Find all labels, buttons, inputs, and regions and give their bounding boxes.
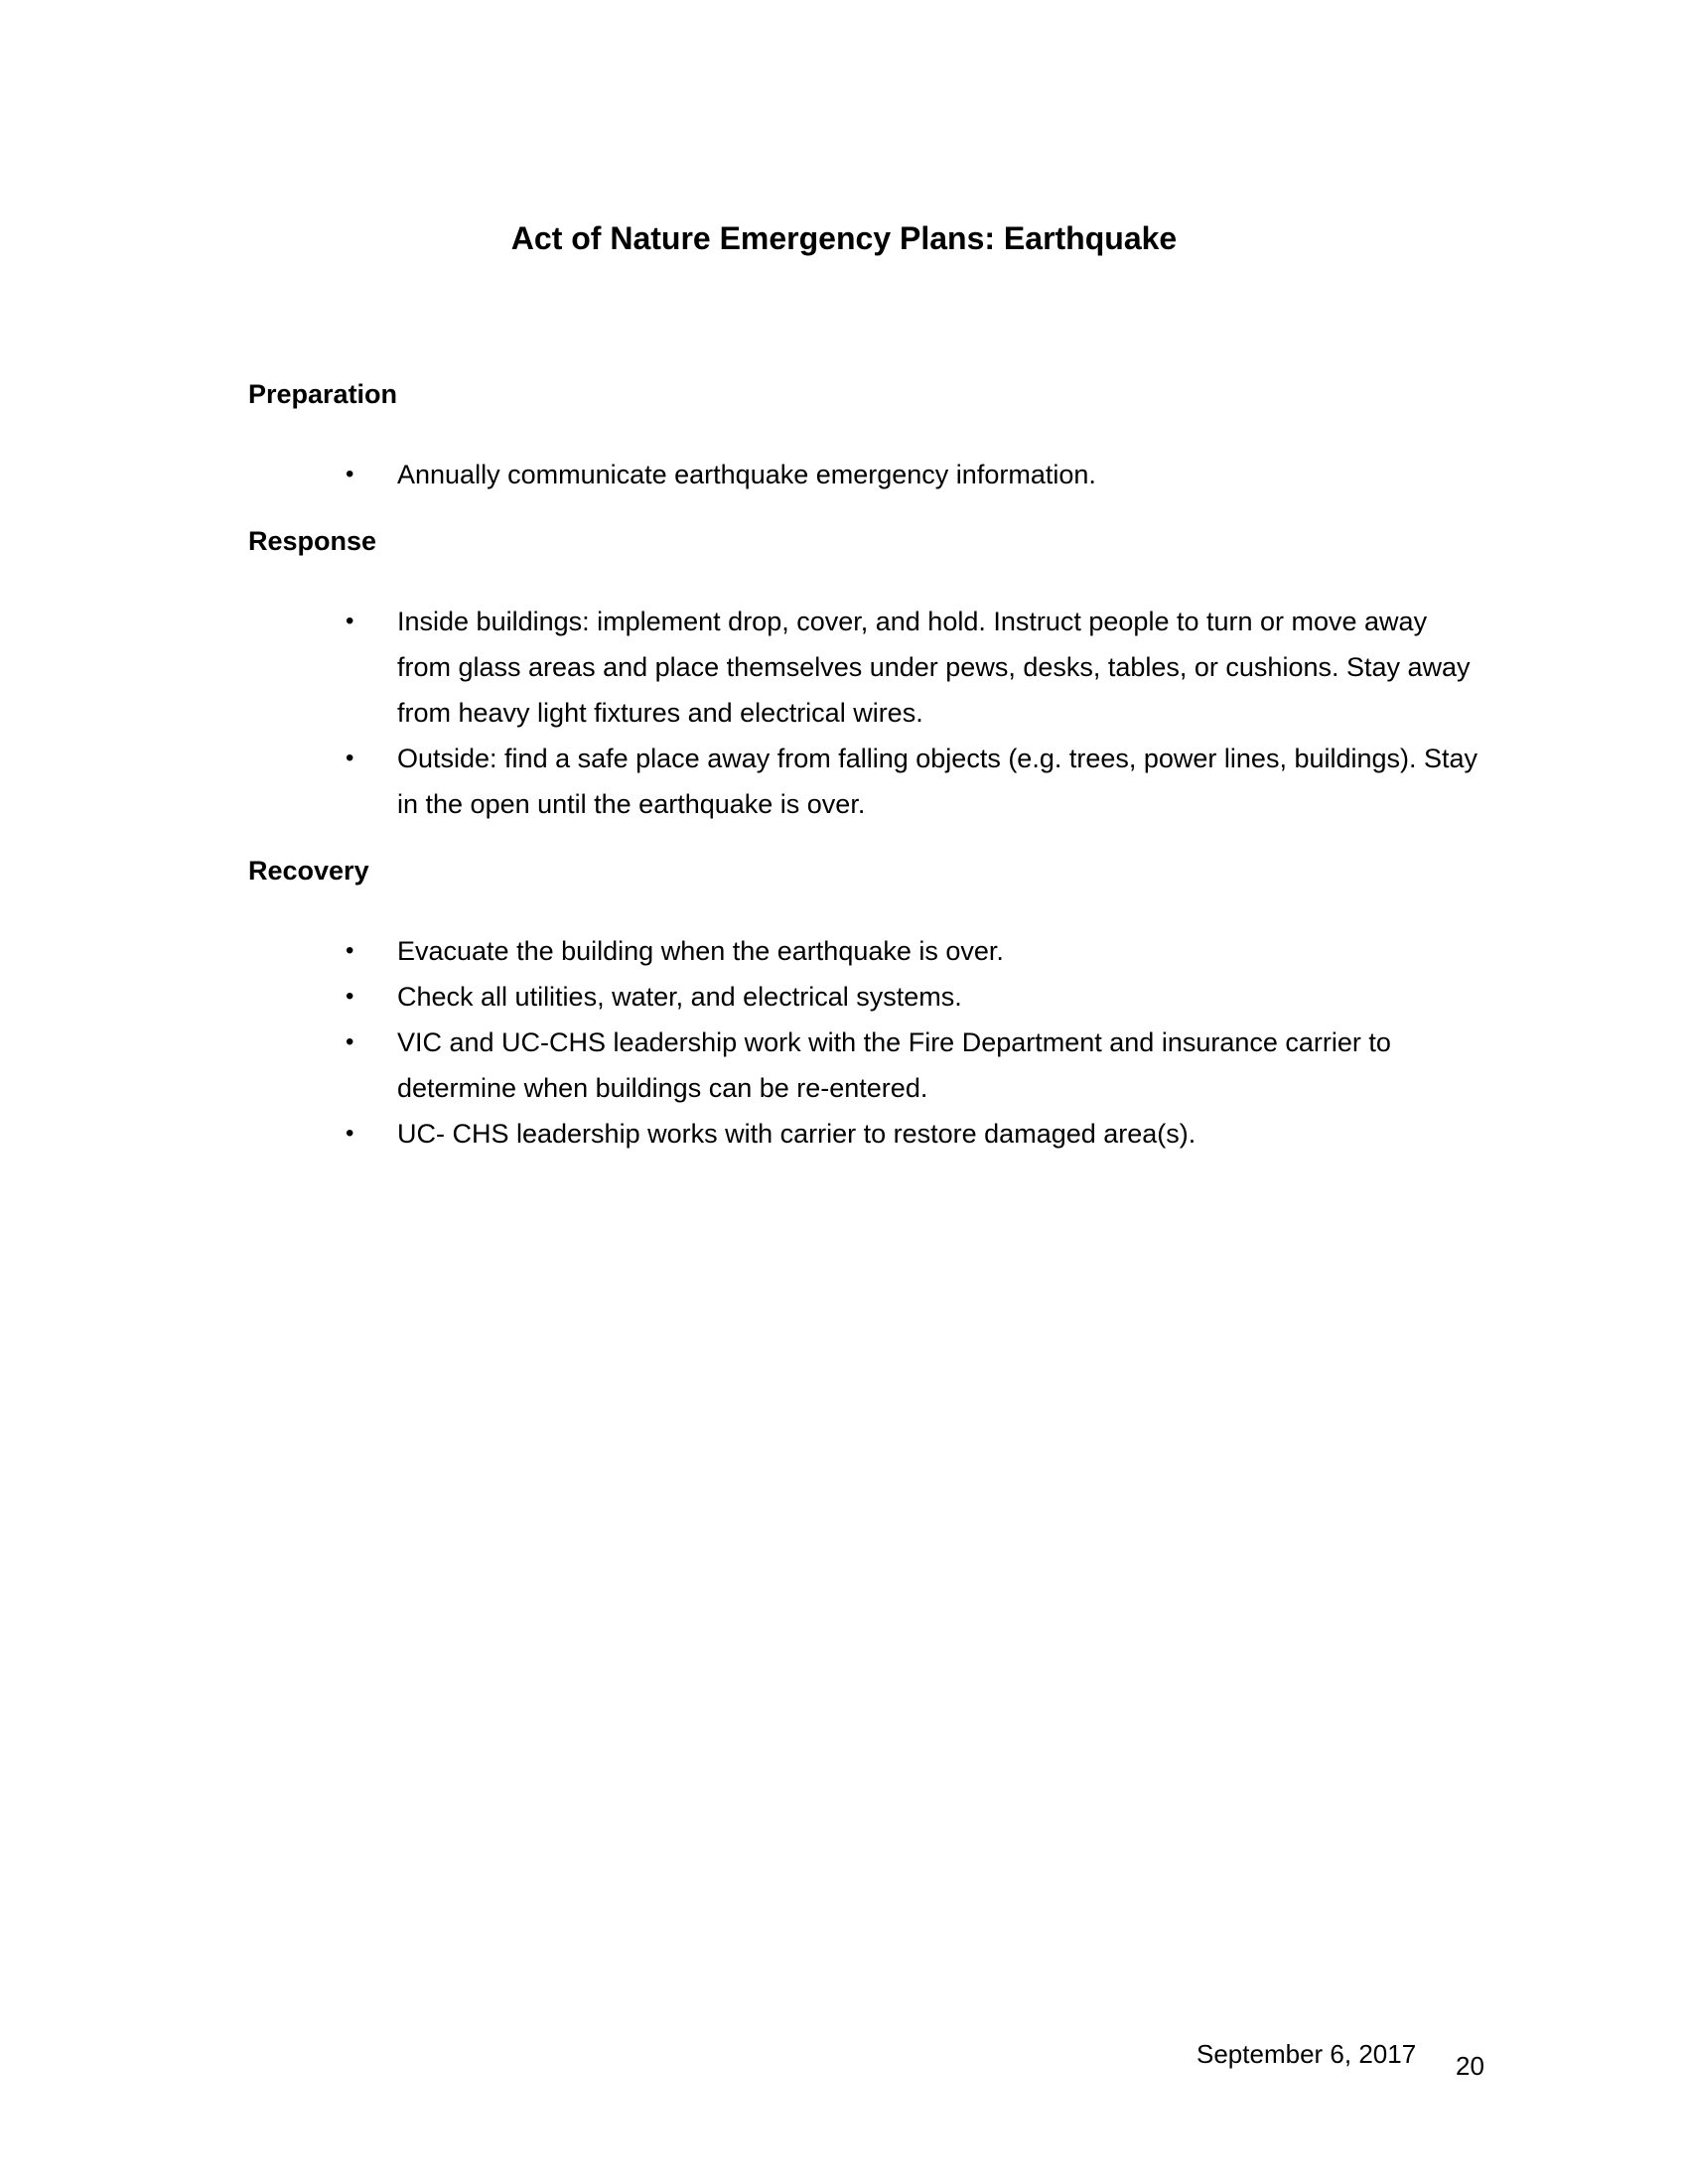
recovery-list: [346, 928, 1487, 1157]
list-item-text: Annually communicate earthquake emergency information.: [397, 460, 1096, 489]
list-item: [346, 928, 1487, 974]
list-item-text: Inside buildings: implement drop, cover, and hold. Instruct people to turn or move away from glass areas and place themselves under pews, desks, tables, or cushions. Stay away from heavy light fixtures and electrical wires.: [397, 607, 1471, 728]
list-item-text: VIC and UC-CHS leadership work with the Fire Department and insurance carrier to determine when buildings can be re-entered.: [397, 1027, 1391, 1103]
bullet-icon: •: [346, 745, 354, 771]
bullet-icon: •: [346, 1028, 354, 1055]
bullet-icon: •: [346, 1120, 354, 1147]
list-item: [346, 599, 1487, 736]
section-heading-preparation: Preparation: [248, 379, 398, 409]
list-item-text: Evacuate the building when the earthquake is over.: [397, 936, 1004, 966]
list-item-text: Check all utilities, water, and electrical systems.: [397, 982, 962, 1012]
list-item: [346, 736, 1487, 827]
page-title: Act of Nature Emergency Plans: Earthquake: [510, 220, 1178, 256]
section-heading-recovery: Recovery: [248, 856, 369, 886]
list-item: [346, 452, 1487, 497]
list-item: [346, 1020, 1487, 1111]
list-item-text: Outside: find a safe place away from falling objects (e.g. trees, power lines, buildings). Stay in the open until the earthquake is over.: [397, 744, 1478, 819]
list-item: [346, 974, 1487, 1020]
bullet-icon: •: [346, 608, 354, 634]
list-item-text: UC- CHS leadership works with carrier to restore damaged area(s).: [397, 1119, 1196, 1149]
preparation-list: [346, 452, 1487, 497]
bullet-icon: •: [346, 937, 354, 964]
bullet-icon: •: [346, 983, 354, 1010]
list-item: [346, 1111, 1487, 1157]
footer-date: September 6, 2017: [1196, 2039, 1417, 2069]
section-heading-response: Response: [248, 526, 377, 556]
bullet-icon: •: [346, 461, 354, 487]
response-list: [346, 599, 1487, 827]
page-number: 20: [1456, 2051, 1484, 2081]
